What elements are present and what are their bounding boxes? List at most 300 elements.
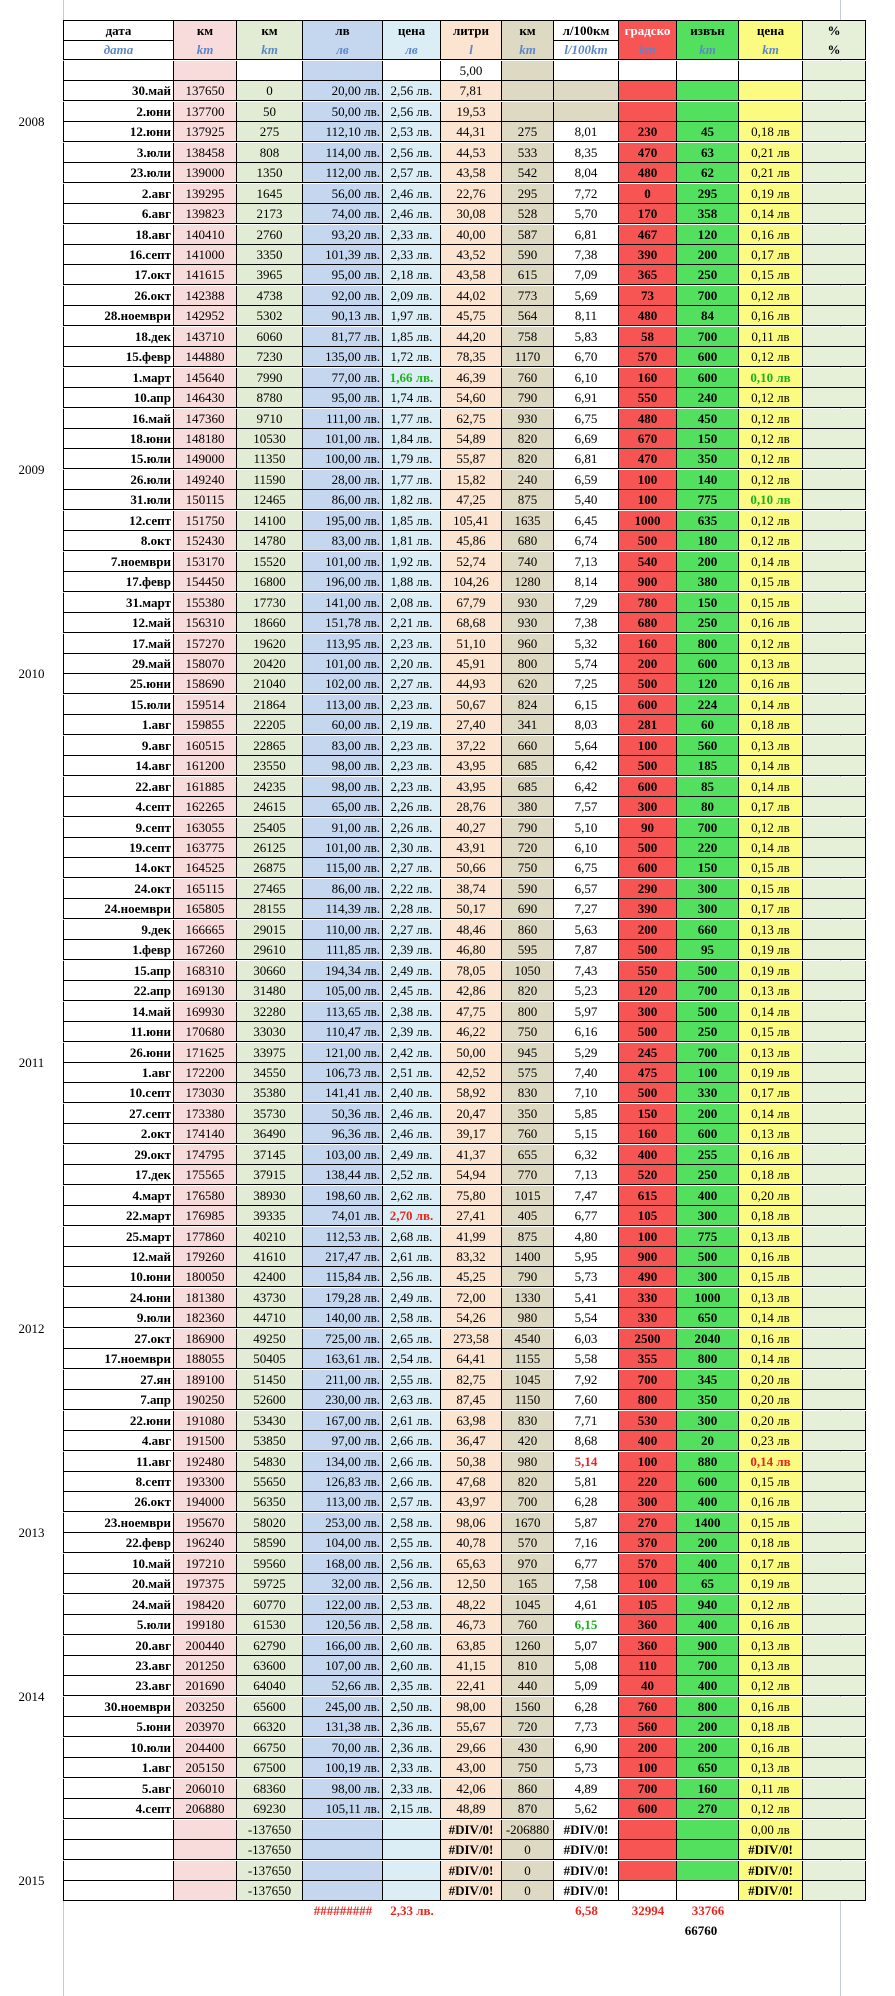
- cell-consumption[interactable]: 6,03: [554, 1329, 619, 1349]
- cell-amount[interactable]: 107,00 лв.: [303, 1656, 383, 1676]
- cell-consumption[interactable]: 6,70: [554, 347, 619, 367]
- cell-percent[interactable]: [803, 1676, 866, 1696]
- cell-trip-km[interactable]: 875: [502, 1227, 554, 1247]
- cell-price[interactable]: 2,50 лв.: [383, 1697, 441, 1717]
- cell-date[interactable]: 12.май: [63, 613, 174, 633]
- cell-consumption[interactable]: 7,27: [554, 899, 619, 919]
- cell-highway-km[interactable]: 700: [677, 818, 739, 838]
- cell-km-price[interactable]: 0,18 лв: [739, 1206, 803, 1226]
- cell-distance[interactable]: -137650: [237, 1861, 303, 1881]
- cell-price[interactable]: 2,49 лв.: [383, 1145, 441, 1165]
- cell-date[interactable]: 22.авг: [63, 777, 174, 797]
- cell-odometer[interactable]: 192480: [174, 1452, 237, 1472]
- cell-date[interactable]: 17.дек: [63, 1165, 174, 1185]
- cell-odometer[interactable]: 142952: [174, 306, 237, 326]
- cell-percent[interactable]: [803, 1411, 866, 1431]
- cell-trip-km[interactable]: 420: [502, 1431, 554, 1451]
- cell-price[interactable]: 2,20 лв.: [383, 654, 441, 674]
- cell-trip-km[interactable]: 1155: [502, 1349, 554, 1369]
- cell-liters[interactable]: 48,46: [441, 920, 502, 940]
- cell-odometer[interactable]: [174, 1861, 237, 1881]
- cell-city-km[interactable]: 200: [619, 920, 677, 940]
- cell-liters[interactable]: 40,78: [441, 1533, 502, 1553]
- cell-odometer[interactable]: 167260: [174, 940, 237, 960]
- unit-consumption[interactable]: l/100km: [554, 40, 619, 60]
- header-trip-km[interactable]: км: [502, 21, 554, 41]
- cell-km-price[interactable]: 0,23 лв: [739, 1431, 803, 1451]
- cell-odometer[interactable]: 174795: [174, 1145, 237, 1165]
- cell-city-km[interactable]: 355: [619, 1349, 677, 1369]
- cell-amount[interactable]: 97,00 лв.: [303, 1431, 383, 1451]
- cell-price[interactable]: 2,38 лв.: [383, 1002, 441, 1022]
- cell-date[interactable]: 31.юли: [63, 490, 174, 510]
- cell-city-km[interactable]: 330: [619, 1288, 677, 1308]
- cell-city-km[interactable]: 40: [619, 1676, 677, 1696]
- cell-amount[interactable]: 28,00 лв.: [303, 470, 383, 490]
- cell-date[interactable]: 22.юни: [63, 1411, 174, 1431]
- cell-liters[interactable]: 45,86: [441, 531, 502, 551]
- cell-highway-km[interactable]: [677, 1881, 739, 1901]
- cell-odometer[interactable]: 140410: [174, 225, 237, 245]
- cell-city-km[interactable]: 150: [619, 1104, 677, 1124]
- cell-highway-km[interactable]: 700: [677, 286, 739, 306]
- cell-liters[interactable]: 19,53: [441, 102, 502, 122]
- cell-city-km[interactable]: 470: [619, 143, 677, 163]
- cell-liters[interactable]: 44,93: [441, 674, 502, 694]
- cell-liters[interactable]: 83,32: [441, 1247, 502, 1267]
- cell-liters[interactable]: 67,79: [441, 593, 502, 613]
- cell-amount[interactable]: 113,65 лв.: [303, 1002, 383, 1022]
- cell-odometer[interactable]: 173030: [174, 1083, 237, 1103]
- cell-date[interactable]: 29.май: [63, 654, 174, 674]
- cell-highway-km[interactable]: 775: [677, 1227, 739, 1247]
- cell-km-price[interactable]: 0,14 лв: [739, 1349, 803, 1369]
- cell-highway-km[interactable]: 65: [677, 1574, 739, 1594]
- cell-liters[interactable]: #DIV/0!: [441, 1840, 502, 1860]
- cell-highway-km[interactable]: 1400: [677, 1513, 739, 1533]
- cell-amount[interactable]: 93,20 лв.: [303, 225, 383, 245]
- cell-city-km[interactable]: 100: [619, 736, 677, 756]
- cell-consumption[interactable]: 6,32: [554, 1145, 619, 1165]
- cell-price[interactable]: 2,56 лв.: [383, 1267, 441, 1287]
- cell-distance[interactable]: 24235: [237, 777, 303, 797]
- cell-city-km[interactable]: 520: [619, 1165, 677, 1185]
- cell-date[interactable]: 10.септ: [63, 1083, 174, 1103]
- cell-percent[interactable]: [803, 409, 866, 429]
- unit-km-price[interactable]: km: [739, 40, 803, 60]
- cell-date[interactable]: 14.май: [63, 1002, 174, 1022]
- cell-amount[interactable]: 114,39 лв.: [303, 899, 383, 919]
- cell-price[interactable]: 1,72 лв.: [383, 347, 441, 367]
- cell-trip-km[interactable]: 860: [502, 1779, 554, 1799]
- cell-amount[interactable]: 101,39 лв.: [303, 245, 383, 265]
- cell-date[interactable]: 1.март: [63, 368, 174, 388]
- cell-percent[interactable]: [803, 1022, 866, 1042]
- cell-distance[interactable]: 59560: [237, 1554, 303, 1574]
- cell-price[interactable]: 1,77 лв.: [383, 409, 441, 429]
- cell-price[interactable]: 2,57 лв.: [383, 1492, 441, 1512]
- cell-trip-km[interactable]: 800: [502, 654, 554, 674]
- cell-liters[interactable]: 43,95: [441, 777, 502, 797]
- cell-city-km[interactable]: 390: [619, 245, 677, 265]
- cell-percent[interactable]: [803, 1247, 866, 1267]
- cell-consumption[interactable]: 5,15: [554, 1124, 619, 1144]
- cell-percent[interactable]: [803, 245, 866, 265]
- cell-highway-km[interactable]: 400: [677, 1554, 739, 1574]
- cell-consumption[interactable]: 5,85: [554, 1104, 619, 1124]
- cell-liters[interactable]: 82,75: [441, 1370, 502, 1390]
- cell-consumption[interactable]: 5,64: [554, 736, 619, 756]
- cell-price[interactable]: 2,54 лв.: [383, 1349, 441, 1369]
- cell-odometer[interactable]: 169930: [174, 1002, 237, 1022]
- cell-date[interactable]: 8.септ: [63, 1472, 174, 1492]
- cell-amount[interactable]: 74,01 лв.: [303, 1206, 383, 1226]
- cell-percent[interactable]: [803, 777, 866, 797]
- cell-highway-km[interactable]: 650: [677, 1308, 739, 1328]
- cell-date[interactable]: 14.окт: [63, 858, 174, 878]
- cell-city-km[interactable]: 58: [619, 327, 677, 347]
- cell-trip-km[interactable]: -206880: [502, 1820, 554, 1840]
- cell-consumption[interactable]: 6,42: [554, 756, 619, 776]
- cell-trip-km[interactable]: 680: [502, 531, 554, 551]
- cell-liters[interactable]: 43,95: [441, 756, 502, 776]
- cell-consumption[interactable]: 5,62: [554, 1799, 619, 1819]
- cell-city-km[interactable]: 100: [619, 490, 677, 510]
- cell-amount[interactable]: 163,61 лв.: [303, 1349, 383, 1369]
- cell-highway-km[interactable]: 140: [677, 470, 739, 490]
- header-highway-km[interactable]: извън: [677, 21, 739, 41]
- cell-liters[interactable]: 47,25: [441, 490, 502, 510]
- cell-km-price[interactable]: 0,12 лв: [739, 1799, 803, 1819]
- cell-city-km[interactable]: 160: [619, 368, 677, 388]
- cell-date[interactable]: 26.юли: [63, 470, 174, 490]
- cell-percent[interactable]: [803, 122, 866, 142]
- cell-distance[interactable]: 1350: [237, 163, 303, 183]
- cell-date[interactable]: 5.юни: [63, 1717, 174, 1737]
- cell-km-price[interactable]: 0,12 лв: [739, 634, 803, 654]
- cell-city-km[interactable]: 467: [619, 225, 677, 245]
- cell-consumption[interactable]: 6,42: [554, 777, 619, 797]
- cell-highway-km[interactable]: 250: [677, 1165, 739, 1185]
- cell-consumption[interactable]: 6,28: [554, 1697, 619, 1717]
- cell-liters[interactable]: 72,00: [441, 1288, 502, 1308]
- cell-amount[interactable]: 65,00 лв.: [303, 797, 383, 817]
- cell-trip-km[interactable]: 820: [502, 449, 554, 469]
- cell-percent[interactable]: [803, 81, 866, 101]
- cell-percent[interactable]: [803, 1533, 866, 1553]
- cell-km-price[interactable]: 0,12 лв: [739, 818, 803, 838]
- cell-city-km[interactable]: 400: [619, 1145, 677, 1165]
- summary-amount[interactable]: #########: [313, 1903, 373, 1919]
- cell-highway-km[interactable]: 295: [677, 184, 739, 204]
- cell-price[interactable]: 2,23 лв.: [383, 634, 441, 654]
- cell-odometer[interactable]: 141615: [174, 265, 237, 285]
- cell-consumption[interactable]: 6,59: [554, 470, 619, 490]
- cell-price[interactable]: 2,27 лв.: [383, 920, 441, 940]
- cell-date[interactable]: 11.авг: [63, 1452, 174, 1472]
- cell-liters[interactable]: 40,00: [441, 225, 502, 245]
- cell-consumption[interactable]: 6,15: [554, 1615, 619, 1635]
- cell-trip-km[interactable]: 1015: [502, 1186, 554, 1206]
- cell-price[interactable]: 2,58 лв.: [383, 1308, 441, 1328]
- cell-consumption[interactable]: 7,73: [554, 1717, 619, 1737]
- cell-amount[interactable]: 138,44 лв.: [303, 1165, 383, 1185]
- cell-consumption[interactable]: 5,69: [554, 286, 619, 306]
- cell-odometer[interactable]: 162265: [174, 797, 237, 817]
- cell-distance[interactable]: 68360: [237, 1779, 303, 1799]
- cell-distance[interactable]: -137650: [237, 1881, 303, 1901]
- cell-odometer[interactable]: 177860: [174, 1227, 237, 1247]
- cell-consumption[interactable]: 6,69: [554, 429, 619, 449]
- cell-odometer[interactable]: 190250: [174, 1390, 237, 1410]
- cell-price[interactable]: [383, 1861, 441, 1881]
- cell-trip-km[interactable]: 740: [502, 552, 554, 572]
- cell-odometer[interactable]: 204400: [174, 1738, 237, 1758]
- cell-distance[interactable]: 11350: [237, 449, 303, 469]
- header-date[interactable]: дата: [63, 21, 174, 41]
- cell-odometer[interactable]: 189100: [174, 1370, 237, 1390]
- cell-amount[interactable]: 102,00 лв.: [303, 674, 383, 694]
- cell-odometer[interactable]: 145640: [174, 368, 237, 388]
- cell-liters[interactable]: 62,75: [441, 409, 502, 429]
- cell-date[interactable]: [63, 1861, 174, 1881]
- cell-city-km[interactable]: 300: [619, 1002, 677, 1022]
- cell-date[interactable]: 12.юни: [63, 122, 174, 142]
- cell-price[interactable]: 2,51 лв.: [383, 1063, 441, 1083]
- cell-amount[interactable]: 50,00 лв.: [303, 102, 383, 122]
- cell-km-price[interactable]: 0,13 лв: [739, 1636, 803, 1656]
- cell-percent[interactable]: [803, 674, 866, 694]
- cell-consumption[interactable]: 5,32: [554, 634, 619, 654]
- cell-distance[interactable]: 66320: [237, 1717, 303, 1737]
- cell-highway-km[interactable]: [677, 1820, 739, 1840]
- cell-distance[interactable]: 43730: [237, 1288, 303, 1308]
- cell-trip-km[interactable]: 690: [502, 899, 554, 919]
- cell-percent[interactable]: [803, 1840, 866, 1860]
- cell-amount[interactable]: 50,36 лв.: [303, 1104, 383, 1124]
- cell-highway-km[interactable]: 600: [677, 347, 739, 367]
- cell-percent[interactable]: [803, 184, 866, 204]
- cell-consumption[interactable]: 8,68: [554, 1431, 619, 1451]
- unit-liters[interactable]: l: [441, 40, 502, 60]
- cell-percent[interactable]: [803, 1227, 866, 1247]
- cell-km-price[interactable]: 0,12 лв: [739, 388, 803, 408]
- cell-liters[interactable]: 63,98: [441, 1411, 502, 1431]
- cell-city-km[interactable]: 500: [619, 756, 677, 776]
- cell-distance[interactable]: 28155: [237, 899, 303, 919]
- initial-highway-km[interactable]: [677, 61, 739, 81]
- cell-liters[interactable]: 41,37: [441, 1145, 502, 1165]
- cell-price[interactable]: 1,84 лв.: [383, 429, 441, 449]
- cell-odometer[interactable]: 194000: [174, 1492, 237, 1512]
- cell-date[interactable]: 23.юли: [63, 163, 174, 183]
- cell-price[interactable]: 2,56 лв.: [383, 143, 441, 163]
- cell-consumption[interactable]: 6,77: [554, 1206, 619, 1226]
- cell-percent[interactable]: [803, 429, 866, 449]
- cell-liters[interactable]: 50,17: [441, 899, 502, 919]
- cell-amount[interactable]: 86,00 лв.: [303, 490, 383, 510]
- cell-consumption[interactable]: 5,09: [554, 1676, 619, 1696]
- cell-liters[interactable]: 54,89: [441, 429, 502, 449]
- cell-consumption[interactable]: 6,74: [554, 531, 619, 551]
- cell-liters[interactable]: 55,67: [441, 1717, 502, 1737]
- cell-city-km[interactable]: [619, 1861, 677, 1881]
- cell-km-price[interactable]: 0,12 лв: [739, 449, 803, 469]
- cell-km-price[interactable]: 0,14 лв: [739, 695, 803, 715]
- cell-km-price[interactable]: 0,17 лв: [739, 899, 803, 919]
- cell-percent[interactable]: [803, 1288, 866, 1308]
- cell-percent[interactable]: [803, 143, 866, 163]
- cell-amount[interactable]: 101,00 лв.: [303, 552, 383, 572]
- cell-date[interactable]: 31.март: [63, 593, 174, 613]
- cell-price[interactable]: 1,88 лв.: [383, 572, 441, 592]
- cell-liters[interactable]: 50,00: [441, 1043, 502, 1063]
- cell-km-price[interactable]: 0,14 лв: [739, 777, 803, 797]
- cell-date[interactable]: 2.авг: [63, 184, 174, 204]
- cell-price[interactable]: 1,66 лв.: [383, 368, 441, 388]
- cell-distance[interactable]: 11590: [237, 470, 303, 490]
- cell-price[interactable]: 2,66 лв.: [383, 1472, 441, 1492]
- cell-trip-km[interactable]: 575: [502, 1063, 554, 1083]
- cell-percent[interactable]: [803, 368, 866, 388]
- cell-city-km[interactable]: 300: [619, 797, 677, 817]
- cell-date[interactable]: 24.май: [63, 1595, 174, 1615]
- cell-odometer[interactable]: 191500: [174, 1431, 237, 1451]
- cell-distance[interactable]: 30660: [237, 961, 303, 981]
- cell-highway-km[interactable]: 400: [677, 1615, 739, 1635]
- cell-percent[interactable]: [803, 265, 866, 285]
- cell-odometer[interactable]: 169130: [174, 981, 237, 1001]
- cell-price[interactable]: [383, 1881, 441, 1901]
- cell-trip-km[interactable]: 760: [502, 1615, 554, 1635]
- cell-consumption[interactable]: 7,16: [554, 1533, 619, 1553]
- cell-trip-km[interactable]: 790: [502, 388, 554, 408]
- cell-liters[interactable]: 48,22: [441, 1595, 502, 1615]
- unit-amount[interactable]: лв: [303, 40, 383, 60]
- cell-odometer[interactable]: 199180: [174, 1615, 237, 1635]
- cell-liters[interactable]: 44,20: [441, 327, 502, 347]
- cell-amount[interactable]: 100,00 лв.: [303, 449, 383, 469]
- cell-highway-km[interactable]: 350: [677, 449, 739, 469]
- cell-city-km[interactable]: 100: [619, 1574, 677, 1594]
- cell-trip-km[interactable]: 790: [502, 1267, 554, 1287]
- cell-consumption[interactable]: 8,03: [554, 715, 619, 735]
- cell-city-km[interactable]: 245: [619, 1043, 677, 1063]
- cell-highway-km[interactable]: [677, 102, 739, 122]
- cell-liters[interactable]: 273,58: [441, 1329, 502, 1349]
- cell-highway-km[interactable]: 400: [677, 1186, 739, 1206]
- cell-price[interactable]: 1,92 лв.: [383, 552, 441, 572]
- cell-highway-km[interactable]: 200: [677, 1104, 739, 1124]
- cell-date[interactable]: 8.окт: [63, 531, 174, 551]
- cell-consumption[interactable]: 8,11: [554, 306, 619, 326]
- cell-city-km[interactable]: [619, 81, 677, 101]
- cell-km-price[interactable]: 0,13 лв: [739, 1124, 803, 1144]
- cell-date[interactable]: 17.май: [63, 634, 174, 654]
- cell-percent[interactable]: [803, 1267, 866, 1287]
- cell-liters[interactable]: 37,22: [441, 736, 502, 756]
- cell-odometer[interactable]: 201250: [174, 1656, 237, 1676]
- cell-amount[interactable]: 98,00 лв.: [303, 777, 383, 797]
- cell-amount[interactable]: 95,00 лв.: [303, 388, 383, 408]
- cell-liters[interactable]: 87,45: [441, 1390, 502, 1410]
- cell-price[interactable]: 2,35 лв.: [383, 1676, 441, 1696]
- cell-consumption[interactable]: 7,25: [554, 674, 619, 694]
- cell-odometer[interactable]: [174, 1881, 237, 1901]
- cell-liters[interactable]: 78,35: [441, 347, 502, 367]
- cell-city-km[interactable]: 760: [619, 1697, 677, 1717]
- cell-odometer[interactable]: 205150: [174, 1758, 237, 1778]
- cell-odometer[interactable]: 188055: [174, 1349, 237, 1369]
- cell-odometer[interactable]: 193300: [174, 1472, 237, 1492]
- cell-amount[interactable]: 167,00 лв.: [303, 1411, 383, 1431]
- cell-percent[interactable]: [803, 1002, 866, 1022]
- cell-price[interactable]: 1,82 лв.: [383, 490, 441, 510]
- cell-consumption[interactable]: 7,38: [554, 245, 619, 265]
- cell-price[interactable]: 2,09 лв.: [383, 286, 441, 306]
- cell-odometer[interactable]: 168310: [174, 961, 237, 981]
- cell-highway-km[interactable]: 160: [677, 1779, 739, 1799]
- cell-distance[interactable]: 21864: [237, 695, 303, 715]
- cell-liters[interactable]: 22,41: [441, 1676, 502, 1696]
- cell-percent[interactable]: [803, 1595, 866, 1615]
- cell-price[interactable]: 2,26 лв.: [383, 818, 441, 838]
- cell-odometer[interactable]: 201690: [174, 1676, 237, 1696]
- cell-consumption[interactable]: 6,81: [554, 225, 619, 245]
- cell-odometer[interactable]: 155380: [174, 593, 237, 613]
- cell-trip-km[interactable]: [502, 81, 554, 101]
- cell-odometer[interactable]: 181380: [174, 1288, 237, 1308]
- cell-price[interactable]: 2,63 лв.: [383, 1390, 441, 1410]
- cell-percent[interactable]: [803, 204, 866, 224]
- cell-liters[interactable]: 43,58: [441, 163, 502, 183]
- cell-consumption[interactable]: 7,29: [554, 593, 619, 613]
- cell-odometer[interactable]: 159855: [174, 715, 237, 735]
- cell-city-km[interactable]: 480: [619, 409, 677, 429]
- cell-highway-km[interactable]: 270: [677, 1799, 739, 1819]
- cell-city-km[interactable]: [619, 102, 677, 122]
- cell-percent[interactable]: [803, 858, 866, 878]
- cell-percent[interactable]: [803, 838, 866, 858]
- cell-highway-km[interactable]: 700: [677, 981, 739, 1001]
- cell-date[interactable]: 24.ноември: [63, 899, 174, 919]
- cell-percent[interactable]: [803, 961, 866, 981]
- cell-consumption[interactable]: 4,61: [554, 1595, 619, 1615]
- cell-trip-km[interactable]: 570: [502, 1533, 554, 1553]
- cell-highway-km[interactable]: 300: [677, 1267, 739, 1287]
- cell-trip-km[interactable]: 1400: [502, 1247, 554, 1267]
- cell-odometer[interactable]: 139823: [174, 204, 237, 224]
- cell-km-price[interactable]: 0,17 лв: [739, 245, 803, 265]
- cell-consumption[interactable]: 5,54: [554, 1308, 619, 1328]
- cell-liters[interactable]: 43,97: [441, 1492, 502, 1512]
- summary-consumption[interactable]: 6,58: [575, 1903, 598, 1919]
- unit-price[interactable]: лв: [383, 40, 441, 60]
- cell-liters[interactable]: 98,06: [441, 1513, 502, 1533]
- cell-price[interactable]: 2,33 лв.: [383, 225, 441, 245]
- initial-distance[interactable]: [237, 61, 303, 81]
- cell-amount[interactable]: 194,34 лв.: [303, 961, 383, 981]
- cell-date[interactable]: 12.май: [63, 1247, 174, 1267]
- cell-distance[interactable]: 18660: [237, 613, 303, 633]
- cell-odometer[interactable]: 198420: [174, 1595, 237, 1615]
- cell-distance[interactable]: 3350: [237, 245, 303, 265]
- cell-amount[interactable]: 725,00 лв.: [303, 1329, 383, 1349]
- cell-percent[interactable]: [803, 1615, 866, 1635]
- cell-highway-km[interactable]: 84: [677, 306, 739, 326]
- initial-trip-km[interactable]: [502, 61, 554, 81]
- cell-km-price[interactable]: 0,13 лв: [739, 1043, 803, 1063]
